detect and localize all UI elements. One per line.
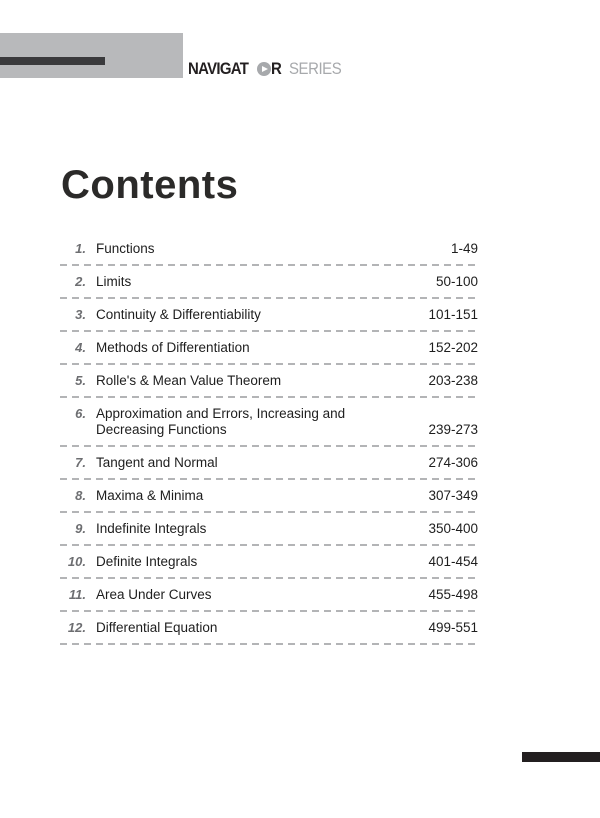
toc-entry-title: Area Under Curves: [96, 587, 212, 602]
toc-entry-pages: 239-273: [428, 422, 478, 437]
toc-entry-number: 9.: [75, 521, 86, 536]
header-dark-band: [0, 57, 105, 65]
toc-entry-title: Definite Integrals: [96, 554, 198, 569]
toc-entry-pages: 401-454: [428, 554, 478, 569]
toc-entry-number: 6.: [75, 406, 86, 421]
brand-logo-text: NAVIGAT: [188, 59, 249, 78]
toc-entry-number: 3.: [75, 307, 86, 322]
play-circle-icon: [257, 62, 271, 76]
toc-entry: [60, 332, 478, 363]
toc-entry-title: Functions: [96, 241, 155, 256]
toc-entry: [60, 579, 478, 610]
toc-entry-pages: 455-498: [428, 587, 478, 602]
toc-entry-number: 11.: [68, 587, 86, 602]
toc-entry: [60, 299, 478, 330]
toc-entry-number: 7.: [75, 455, 86, 470]
toc-entry-number: 4.: [75, 340, 86, 355]
toc-entry-title: Methods of Differentiation: [96, 340, 250, 355]
toc-entry: [60, 480, 478, 511]
toc-entry: [60, 233, 478, 264]
toc-entry-title: Approximation and Errors, Increasing and Decreasing Functions: [96, 406, 346, 437]
brand-logo: [188, 59, 348, 79]
toc-entry-pages: 101-151: [428, 307, 478, 322]
toc-entry: [60, 398, 478, 445]
brand-logo-text-suffix: R: [271, 59, 282, 78]
toc-entry-title: Maxima & Minima: [96, 488, 204, 503]
toc-entry: [60, 546, 478, 577]
toc-entry-pages: 203-238: [428, 373, 478, 388]
table-of-contents: [60, 233, 478, 645]
toc-entry-number: 10.: [67, 554, 86, 569]
toc-entry-title: Indefinite Integrals: [96, 521, 207, 536]
toc-entry-number: 2.: [75, 274, 86, 289]
page-title: Contents: [61, 163, 239, 207]
toc-entry-pages: 152-202: [428, 340, 478, 355]
footer-dark-band: [522, 752, 600, 762]
brand-logo-series: SERIES: [288, 59, 342, 78]
toc-entry-number: 5.: [75, 373, 86, 388]
toc-entry-title: Continuity & Differentiability: [96, 307, 261, 322]
toc-entry: [60, 447, 478, 478]
toc-entry-title: Limits: [96, 274, 132, 289]
toc-entry-number: 1.: [75, 241, 86, 256]
toc-entry-title: Differential Equation: [96, 620, 218, 635]
toc-entry: [60, 365, 478, 396]
toc-entry-pages: 50-100: [435, 274, 478, 289]
toc-entry-number: 8.: [75, 488, 86, 503]
toc-entry-pages: 350-400: [428, 521, 478, 536]
toc-divider: [60, 643, 478, 645]
toc-entry-pages: 307-349: [428, 488, 478, 503]
toc-entry-pages: 1-49: [450, 241, 478, 256]
toc-entry-title: Tangent and Normal: [96, 455, 218, 470]
header-gray-band: [0, 33, 183, 78]
toc-entry-title: Rolle's & Mean Value Theorem: [96, 373, 282, 388]
toc-entry: [60, 266, 478, 297]
toc-entry-pages: 499-551: [428, 620, 478, 635]
toc-entry-pages: 274-306: [428, 455, 478, 470]
toc-entry: [60, 513, 478, 544]
toc-entry: [60, 612, 478, 643]
toc-entry-number: 12.: [67, 620, 86, 635]
